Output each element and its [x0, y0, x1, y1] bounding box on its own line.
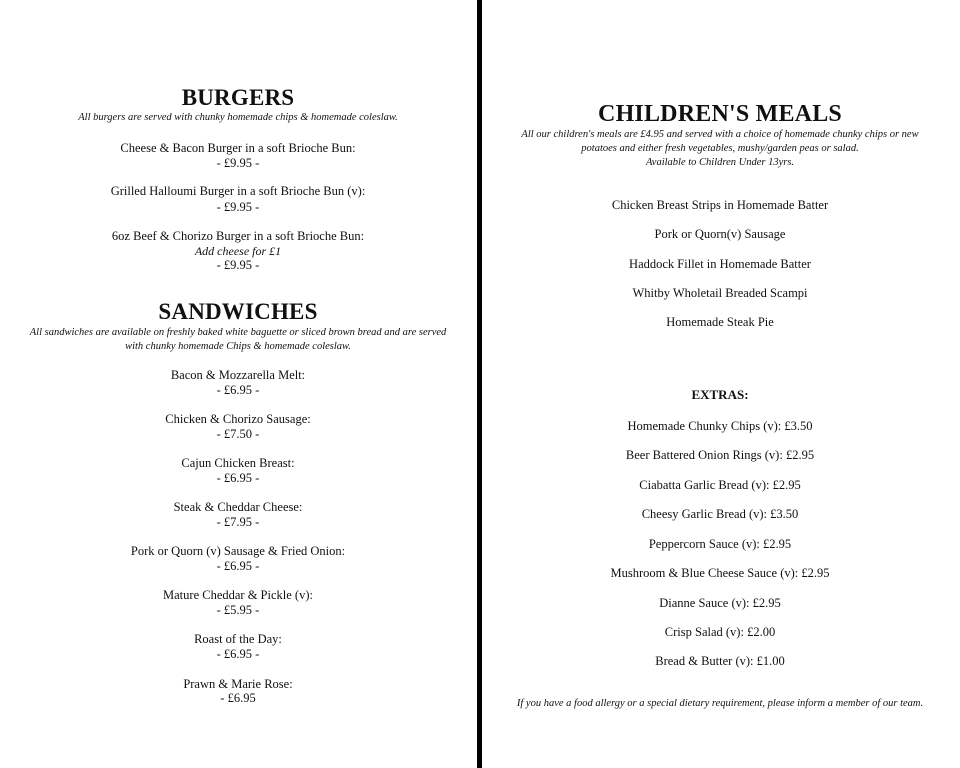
menu-item-price: - £7.50 - [216, 427, 260, 441]
childrens-meal-item: Haddock Fillet in Homemade Batter [629, 257, 811, 271]
menu-item-name: Bacon & Mozzarella Melt: [170, 368, 306, 382]
menu-item-name: Cajun Chicken Breast: [181, 456, 295, 470]
menu-item-addon: Add cheese for £1 [194, 244, 282, 258]
menu-item-price: - £9.95 - [216, 156, 260, 170]
extra-item: Bread & Butter (v): £1.00 [655, 654, 785, 668]
menu-item-name: Grilled Halloumi Burger in a soft Brioche Bun (v): [110, 184, 366, 198]
extra-item: Beer Battered Onion Rings (v): £2.95 [625, 448, 815, 462]
burgers-note: All burgers are served with chunky homemade chips & homemade coleslaw. [78, 112, 398, 123]
childrens-meal-item: Pork or Quorn(v) Sausage [654, 227, 786, 241]
menu-item-price: - £6.95 - [216, 559, 260, 573]
menu-item-name: Pork or Quorn (v) Sausage & Fried Onion: [130, 544, 346, 558]
childrens-note-line: Available to Children Under 13yrs. [645, 157, 795, 168]
menu-item-name: Cheese & Bacon Burger in a soft Brioche Bun: [120, 141, 356, 155]
childrens-meal-item: Whitby Wholetail Breaded Scampi [632, 286, 808, 300]
childrens-note-line: potatoes and either fresh vegetables, mushy/garden peas or salad. [581, 143, 859, 154]
extra-item: Mushroom & Blue Cheese Sauce (v): £2.95 [610, 566, 830, 580]
extra-item: Cheesy Garlic Bread (v): £3.50 [641, 507, 799, 521]
extra-item: Homemade Chunky Chips (v): £3.50 [627, 419, 813, 433]
menu-item-name: Roast of the Day: [194, 632, 282, 646]
menu-item-price: - £6.95 - [216, 471, 260, 485]
menu-item-name: Chicken & Chorizo Sausage: [165, 412, 311, 426]
childrens-meals-title: CHILDREN'S MEALS [598, 101, 842, 127]
menu-item-name: Mature Cheddar & Pickle (v): [163, 588, 313, 602]
extra-item: Ciabatta Garlic Bread (v): £2.95 [639, 478, 801, 492]
menu-item-price: - £9.95 - [216, 200, 260, 214]
extra-item: Crisp Salad (v): £2.00 [664, 625, 776, 639]
menu-item-name: 6oz Beef & Chorizo Burger in a soft Brioche Bun: [111, 229, 365, 243]
menu-item-price: - £6.95 - [216, 647, 260, 661]
menu-item-price: - £6.95 - [216, 383, 260, 397]
extras-title: EXTRAS: [691, 387, 749, 402]
extra-item: Dianne Sauce (v): £2.95 [659, 596, 781, 610]
menu-item-price: - £7.95 - [216, 515, 260, 529]
menu-item-price: - £5.95 - [216, 603, 260, 617]
childrens-meal-item: Chicken Breast Strips in Homemade Batter [611, 198, 829, 212]
menu-item-name: Prawn & Marie Rose: [183, 677, 293, 691]
sandwiches-title: SANDWICHES [158, 299, 318, 324]
allergy-notice: If you have a food allergy or a special dietary requirement, please inform a member of our team. [516, 698, 924, 709]
childrens-meal-item: Homemade Steak Pie [666, 315, 774, 329]
menu-item-price: - £6.95 [220, 691, 256, 705]
menu-item-price: - £9.95 - [216, 258, 260, 272]
sandwiches-note-line: All sandwiches are available on freshly baked white baguette or sliced brown bread and are served [29, 327, 447, 338]
extra-item: Peppercorn Sauce (v): £2.95 [648, 537, 792, 551]
sandwiches-note-line: with chunky homemade Chips & homemade coleslaw. [125, 341, 351, 352]
childrens-note-line: All our children's meals are £4.95 and served with a choice of homemade chunky chips or new [521, 129, 919, 140]
burgers-title: BURGERS [181, 85, 295, 110]
menu-item-name: Steak & Cheddar Cheese: [173, 500, 303, 514]
page-divider [477, 0, 482, 768]
